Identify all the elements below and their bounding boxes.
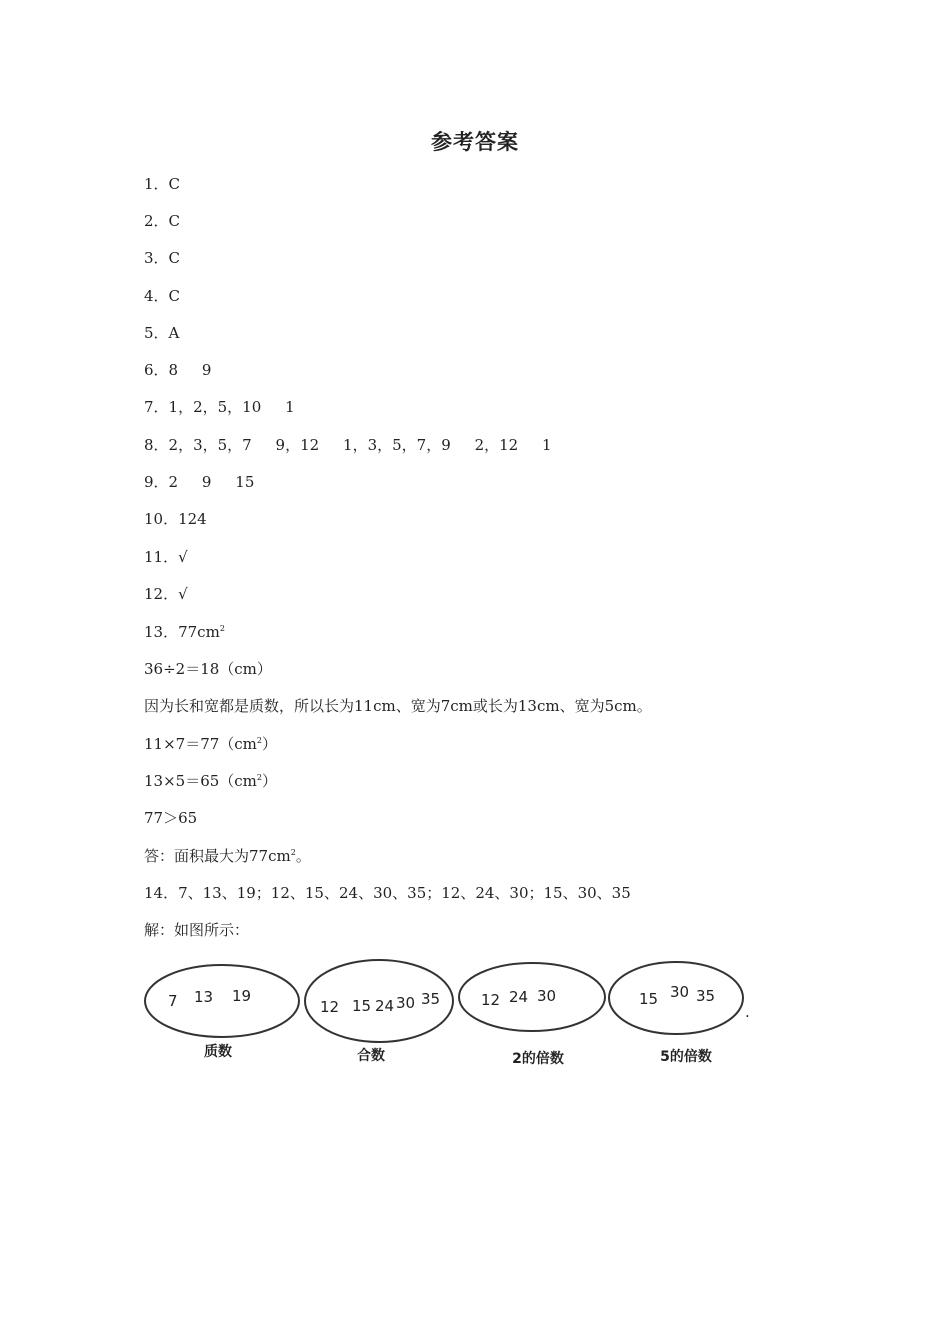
set-prime-number: 13 <box>194 988 214 1006</box>
set-composite-number: 35 <box>421 990 441 1008</box>
superscript: 2 <box>290 848 296 857</box>
set-diagram <box>140 955 760 1075</box>
answer-5: 5．A <box>144 324 180 342</box>
q13-step-4 <box>144 771 277 791</box>
q13-step-3-text: 11×7＝77（cm <box>144 735 257 753</box>
q14-solution: 解：如图所示： <box>144 921 250 939</box>
page-title: 参考答案 <box>431 130 519 154</box>
set-multiple-of-5-number: 15 <box>639 990 659 1008</box>
answer-2: 2．C <box>144 212 181 230</box>
diagram-end-mark: . <box>745 1003 750 1021</box>
set-composite-number: 30 <box>396 994 416 1012</box>
set-multiple-of-5-label: 5的倍数 <box>660 1049 712 1065</box>
answer-3: 3．C <box>144 249 181 267</box>
set-multiple-of-5-number: 35 <box>696 987 716 1005</box>
answer-8: 8．2，3，5，7 9，12 1，3，5，7，9 2，12 1 <box>144 436 552 454</box>
set-composite-number: 12 <box>320 998 340 1016</box>
set-composite-number: 24 <box>375 997 395 1015</box>
superscript: 2 <box>256 736 263 745</box>
q13-step-5: 77＞65 <box>144 809 198 827</box>
q13-step-3 <box>144 734 277 754</box>
set-multiple-of-2 <box>459 963 605 1067</box>
set-multiple-of-5-number: 30 <box>670 983 690 1001</box>
answer-10: 10．124 <box>144 510 207 528</box>
answer-12: 12．√ <box>144 585 188 603</box>
answer-14: 14．7、13、19；12、15、24、30、35；12、24、30；15、30、35 <box>144 884 631 902</box>
q13-step-3-end: ） <box>262 735 278 753</box>
set-composite <box>305 960 453 1064</box>
answer-11: 11．√ <box>144 548 188 566</box>
answer-13 <box>144 622 225 642</box>
superscript: 2 <box>256 773 263 782</box>
set-composite-label: 合数 <box>357 1048 385 1064</box>
set-multiple-of-2-number: 30 <box>537 987 557 1005</box>
set-prime-label: 质数 <box>204 1044 232 1060</box>
answer-7: 7．1，2，5，10 1 <box>144 398 295 416</box>
answer-13-text: 13．77cm <box>144 623 220 641</box>
q13-conclusion-text: 答：面积最大为77cm <box>144 847 291 865</box>
q13-conclusion <box>144 846 311 866</box>
set-multiple-of-2-number: 24 <box>509 988 529 1006</box>
q13-step-1: 36÷2＝18（cm） <box>144 660 272 678</box>
q13-step-4-text: 13×5＝65（cm <box>144 772 257 790</box>
set-prime <box>145 965 299 1060</box>
set-prime-number: 7 <box>168 992 178 1010</box>
set-multiple-of-2-number: 12 <box>481 991 501 1009</box>
set-prime-number: 19 <box>232 987 252 1005</box>
answer-4: 4．C <box>144 287 181 305</box>
answer-6: 6．8 9 <box>144 361 212 379</box>
set-composite-number: 15 <box>352 997 372 1015</box>
q13-step-2: 因为长和宽都是质数，所以长为11cm、宽为7cm或长为13cm、宽为5cm。 <box>144 697 652 715</box>
q13-step-4-end: ） <box>262 772 278 790</box>
superscript: 2 <box>219 624 225 633</box>
answer-9: 9．2 9 15 <box>144 473 255 491</box>
set-multiple-of-2-label: 2的倍数 <box>512 1051 564 1067</box>
q13-conclusion-end: 。 <box>295 847 311 865</box>
answer-1: 1．C <box>144 175 181 193</box>
set-multiple-of-5 <box>609 962 743 1065</box>
